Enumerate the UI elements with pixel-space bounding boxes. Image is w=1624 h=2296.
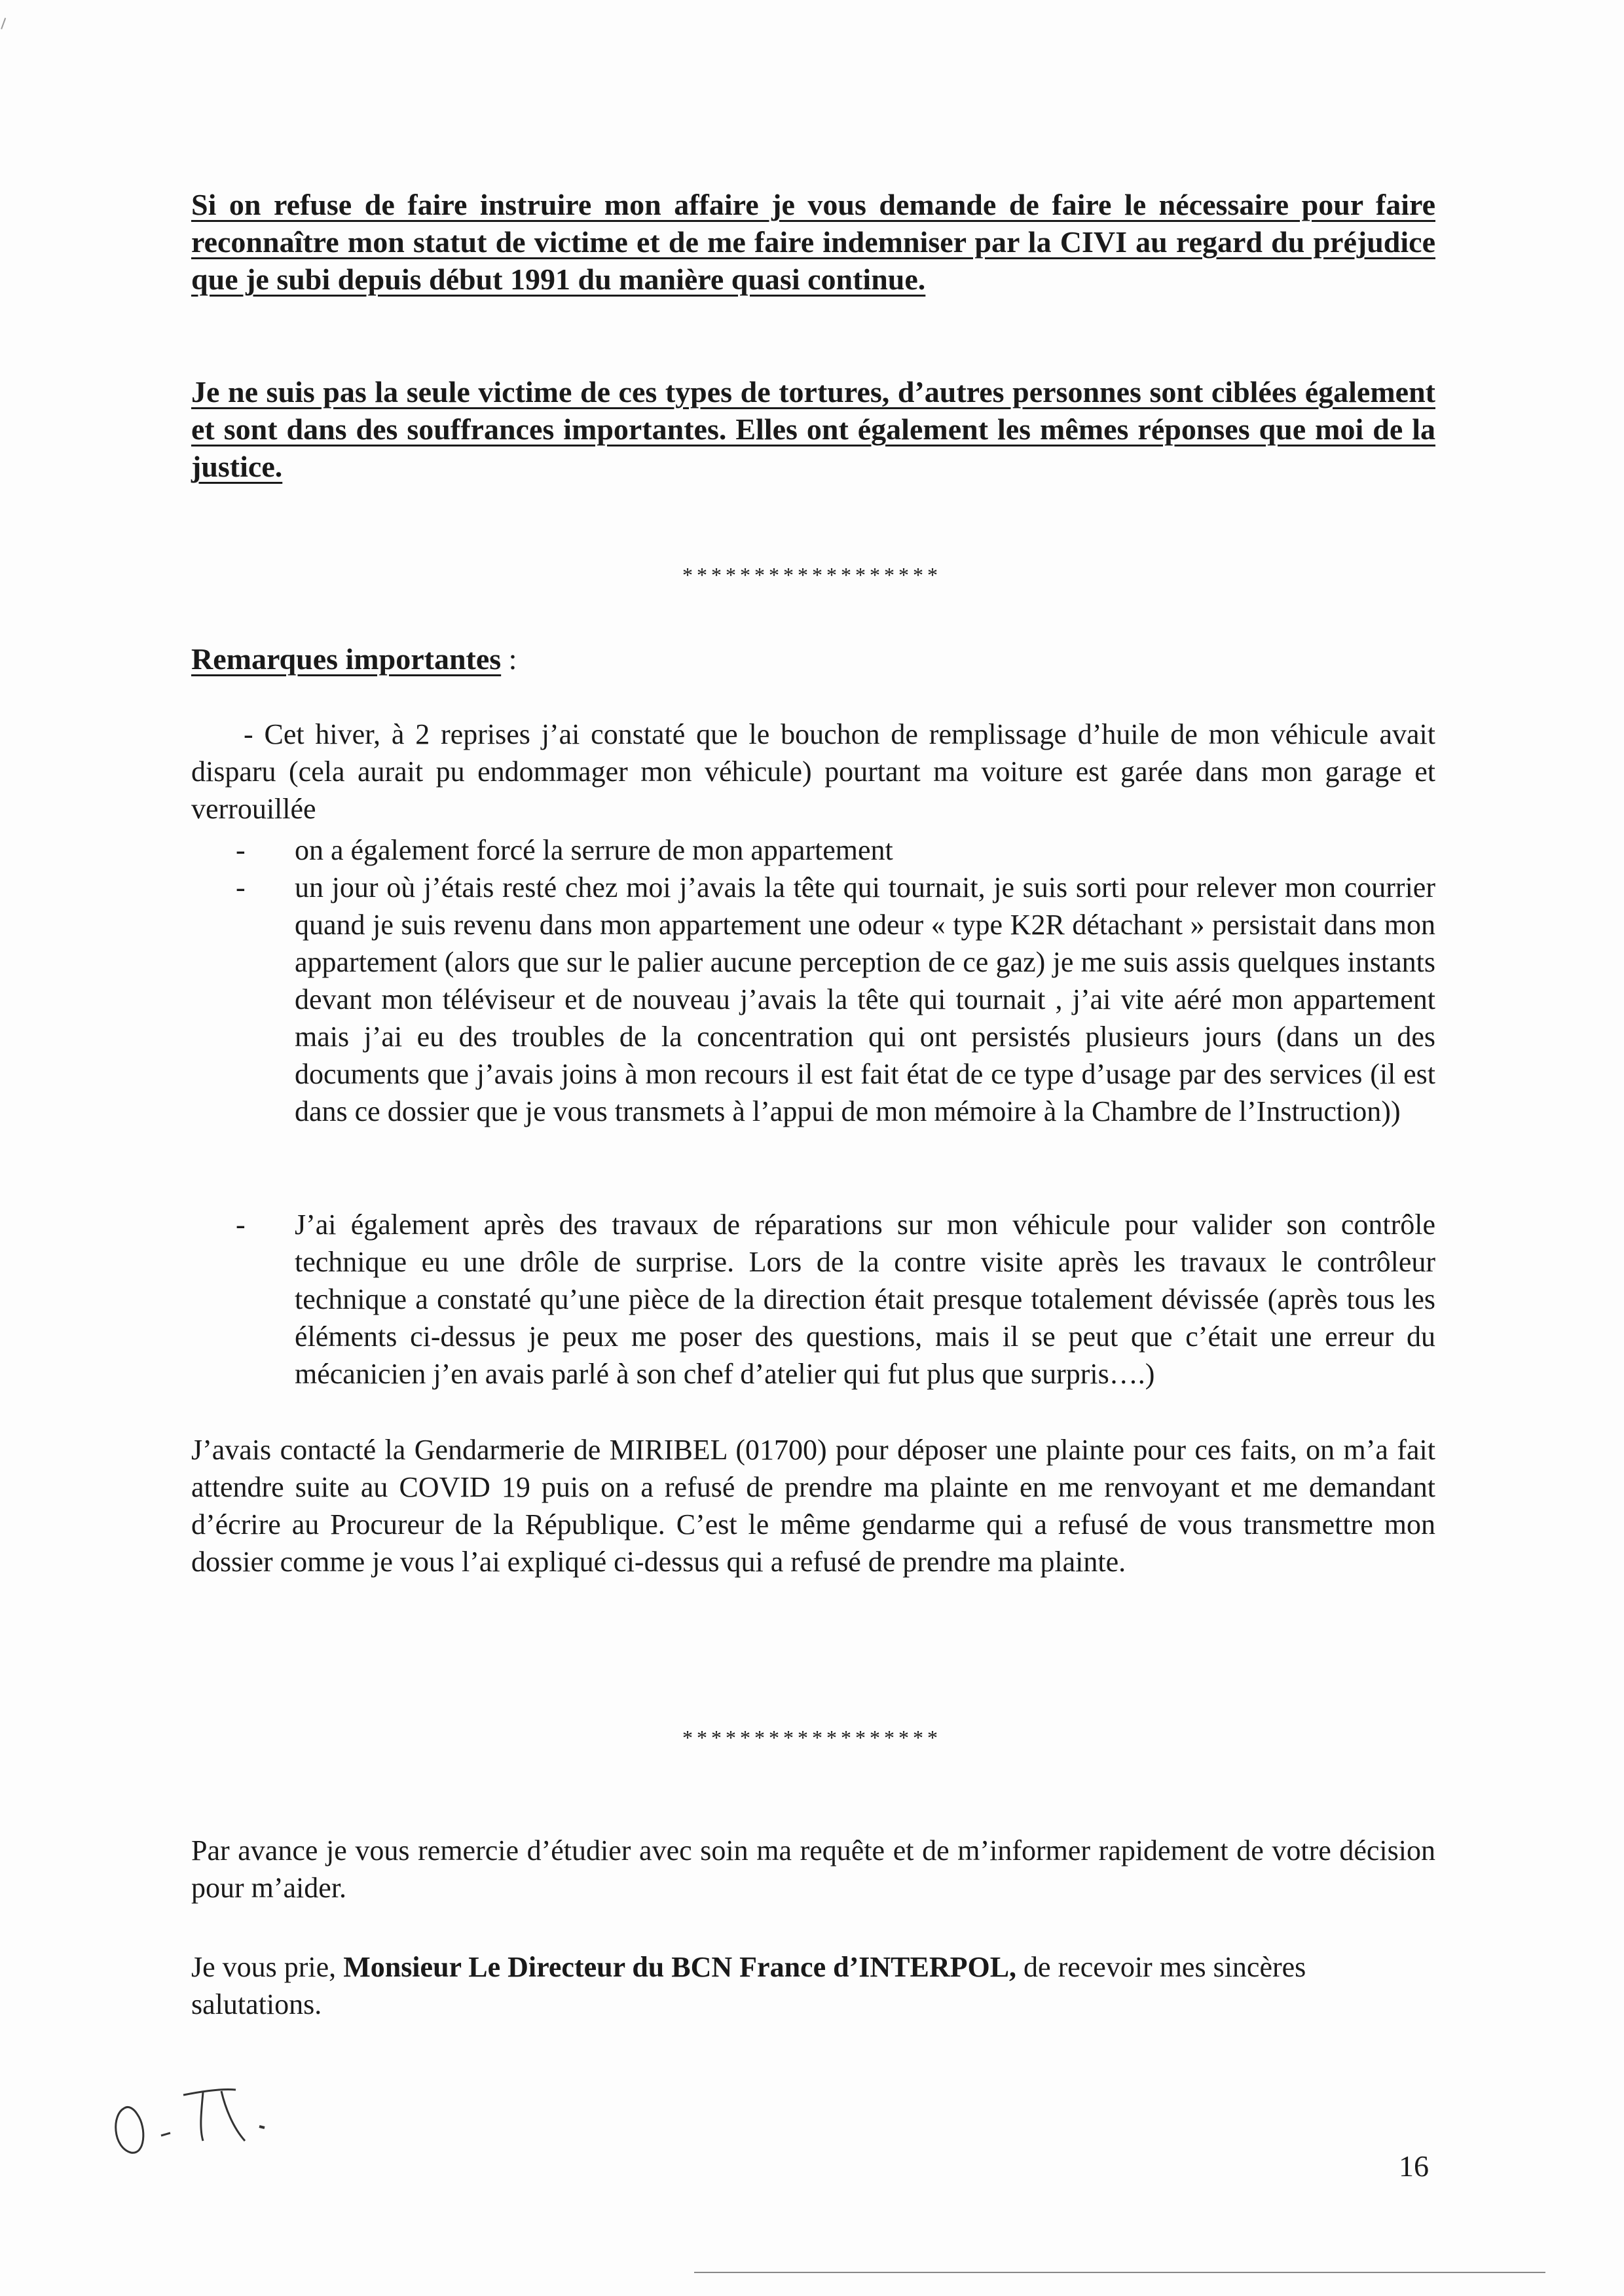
remark-intro: - Cet hiver, à 2 reprises j’ai constaté que le bouchon de remplissage d’huile de mon véhicule avait disparu (cela aurait pu endommager mon véhicule) pourtant ma voiture est garée dans mon garage et verrouillée [191,718,1435,825]
bullet-item-3 [236,1206,1435,1393]
separator-stars-2: ****************** [682,1726,942,1749]
footer-rule [694,2272,1545,2273]
paragraph-thanks: Par avance je vous remercie d’étudier avec soin ma requête et de m’informer rapidement de votre décision pour m’aider. [191,1834,1435,1904]
paragraph-other-victims: Je ne suis pas la seule victime de ces types de tortures, d’autres personnes sont ciblées également et sont dans des souffrances importantes. Elles ont également les mêmes réponses que moi de la justice. [191,375,1435,483]
bullet-dash: - [236,1209,246,1241]
bullet-dash: - [236,834,246,866]
paragraph-gendarmerie: J’avais contacté la Gendarmerie de MIRIBEL (01700) pour déposer une plainte pour ces faits, on m’a fait attendre suite au COVID 19 puis on a refusé de prendre ma plainte en me renvoyant et me demandant d’écrire au Procureur de la République. C’est le même gendarme qui a refusé de vous transmettre mon dossier comme je vous l’ai expliqué ci-dessus qui a refusé de prendre ma plainte. [191,1434,1435,1578]
section-title [191,640,517,678]
closing-end: de recevoir mes sincères salutations. [191,1951,1306,2020]
handwritten-signature [105,2075,288,2160]
bullet-item-1 [236,831,1435,869]
bullet-text: J’ai également après des travaux de réparations sur mon véhicule pour valider son contrôle technique eu une drôle de surprise. Lors de la contre visite après les travaux le contrôleur technique a constaté qu’une pièce de la direction était presque totalement dévissée (après tous les éléments ci-dessus je peux me poser des questions, mais il se peut que c’était une erreur du mécanicien j’en avais parlé à son chef d’atelier qui fut plus que surpris….) [295,1209,1435,1390]
closing-salutation [191,1948,1435,2023]
separator-stars-1: ****************** [682,563,942,587]
paragraph-civi-request: Si on refuse de faire instruire mon affaire je vous demande de faire le nécessaire pour faire reconnaître mon statut de victime et de me faire indemniser par la CIVI au regard du préjudice que je subi depuis début 1991 du manière quasi continue. [191,188,1435,296]
bullet-text: un jour où j’étais resté chez moi j’avais la tête qui tournait, je suis sorti pour relever mon courrier quand je suis revenu dans mon appartement une odeur « type K2R détachant » persistait dans mon appartement (alors que sur le palier aucune perception de ce gaz) je me suis assis quelques instants devant mon téléviseur et de nouveau j’avais la tête qui tournait , j’ai vite aéré mon appartement mais j’ai eu des troubles de la concentration qui ont persistés plusieurs jours (dans un des documents que j’avais joins à mon recours il est fait état de ce type d’usage par des services (il est dans ce dossier que je vous transmets à l’appui de mon mémoire à la Chambre de l’Instruction)) [295,871,1435,1127]
closing-start: Je vous prie, [191,1951,344,1983]
closing-addressee: Monsieur Le Directeur du BCN France d’INTERPOL, [343,1951,1017,1983]
bullet-dash: - [236,871,246,903]
bullet-text: on a également forcé la serrure de mon appartement [295,834,893,866]
scan-corner-mark [1,18,10,31]
section-title-text: Remarques importantes [191,642,502,676]
section-title-colon: : [501,642,517,676]
page-number: 16 [1399,2149,1429,2183]
bullet-item-2 [236,869,1435,1130]
